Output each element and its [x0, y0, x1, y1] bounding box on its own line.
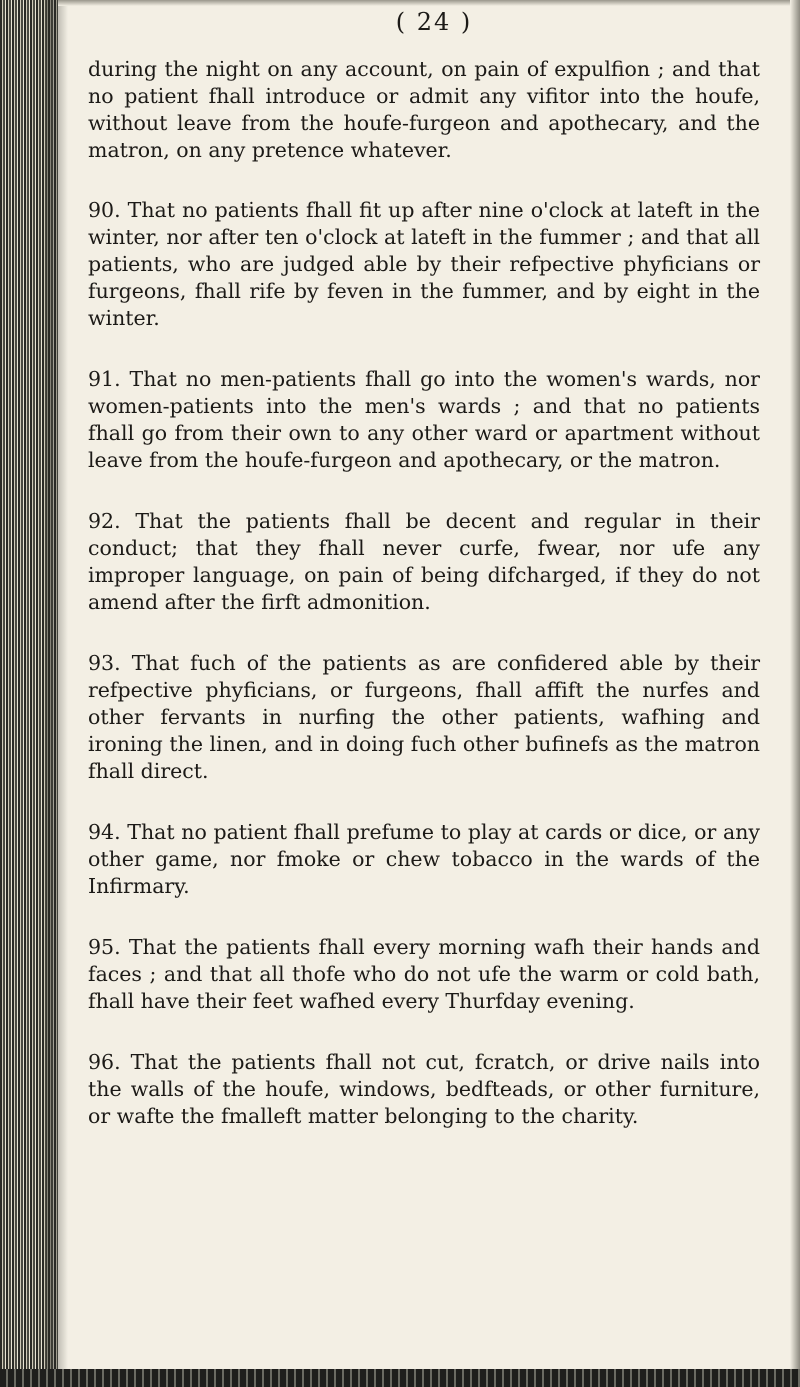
rule-number: 94. — [88, 820, 121, 844]
rule-93 — [88, 650, 760, 785]
rule-text: That no patient fhall prefume to play at cards or dice, or any other game, nor fmoke or chew tobacco in the wards of the Infirmary. — [88, 820, 760, 898]
rule-92 — [88, 508, 760, 616]
rule-94 — [88, 819, 760, 900]
page-bottom-edge — [0, 1369, 800, 1387]
rule-number: 90. — [88, 198, 121, 222]
rule-text: That no patients fhall fit up after nine o'clock at lateft in the winter, nor after ten o'clock at lateft in the fummer ; and that all patients, who are judged able by their refpective phyficians or furgeons, fhall rife by feven in the fummer, and by eight in the winter. — [88, 198, 760, 330]
rule-91 — [88, 366, 760, 474]
page-number: ( 24 ) — [395, 8, 473, 36]
rule-number: 91. — [88, 367, 121, 391]
rule-number: 92. — [88, 509, 121, 533]
rule-96 — [88, 1049, 760, 1130]
rule-number: 95. — [88, 935, 121, 959]
rule-text: That the patients fhall every morning wafh their hands and faces ; and that all thofe who do not ufe the warm or cold bath, fhall have their feet wafhed every Thurfday evening. — [88, 935, 760, 1013]
rule-text: That fuch of the patients as are confidered able by their refpective phyficians, or furgeons, fhall affift the nurfes and other fervants in nurfing the other patients, wafhing and ironing the linen, and in doing fuch other bufinefs as the matron fhall direct. — [88, 651, 760, 783]
rule-90 — [88, 197, 760, 332]
rule-text: That the patients fhall not cut, fcratch, or drive nails into the walls of the houfe, windows, bedfteads, or other furniture, or wafte the fmalleft matter belonging to the charity. — [88, 1050, 760, 1128]
rule-number: 96. — [88, 1050, 121, 1074]
page-right-edge — [790, 0, 800, 1387]
page-top-edge — [58, 0, 800, 6]
paragraph-continued — [88, 56, 760, 164]
rule-text: That the patients fhall be decent and regular in their conduct; that they fhall never curfe, fwear, nor ufe any improper language, on pain of being difcharged, if they do not amend after the firft admonition. — [88, 509, 760, 614]
page-content — [88, 8, 760, 1164]
rule-95 — [88, 934, 760, 1015]
rule-number: 93. — [88, 651, 121, 675]
binding-shadow — [46, 0, 68, 1387]
rule-text: That no men-patients fhall go into the women's wards, nor women-patients into the men's wards ; and that no patients fhall go from their own to any other ward or apartment without leave from the houfe-furgeon and apothecary, or the matron. — [88, 367, 760, 472]
paragraph-text: during the night on any account, on pain of expulfion ; and that no patient fhall introduce or admit any vifitor into the houfe, without leave from the houfe-furgeon and apothecary, and the matron, on any pretence whatever. — [88, 57, 760, 162]
